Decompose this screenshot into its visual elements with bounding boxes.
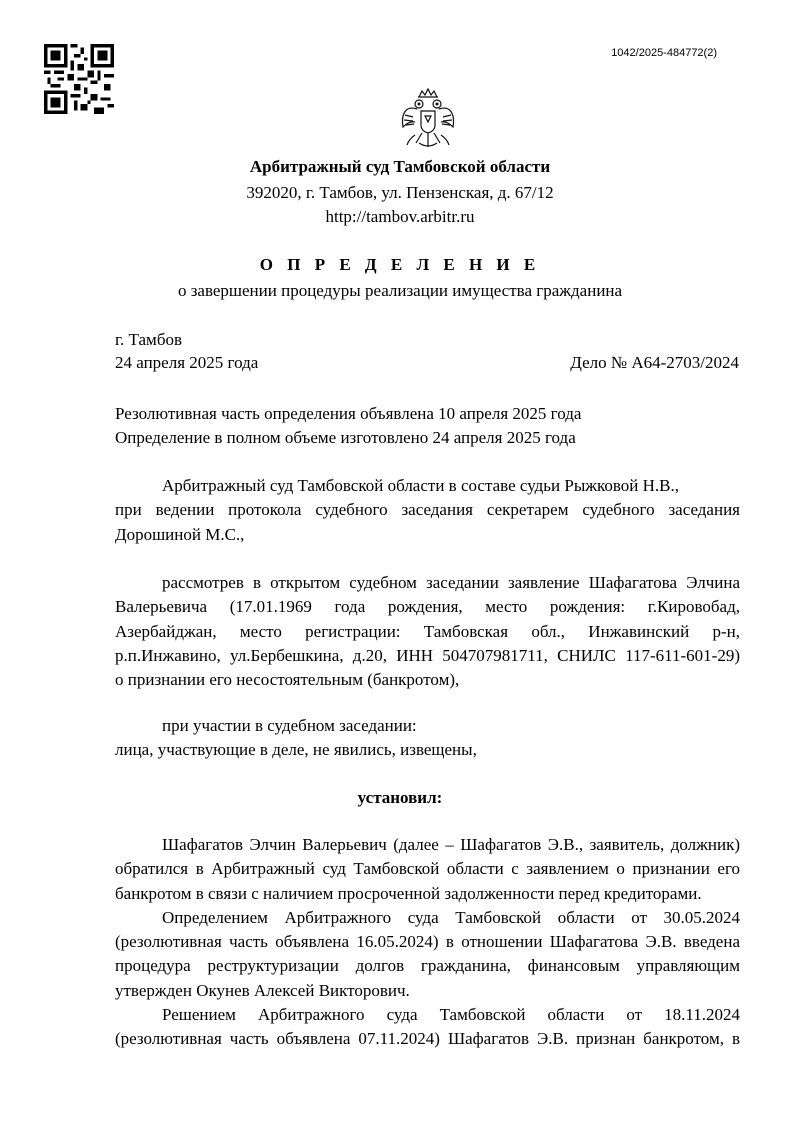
- participation-paragraph: [115, 714, 740, 763]
- body-line: Решением Арбитражного суда Тамбовской области от 18.11.2024: [162, 1005, 740, 1025]
- resolution-line: Резолютивная часть определения объявлена 10 апреля 2025 года: [115, 404, 582, 423]
- composition-line: при ведении протокола судебного заседания секретарем судебного заседания: [115, 500, 740, 520]
- established-heading: установил:: [357, 788, 443, 807]
- participation-line: при участии в судебном заседании:: [162, 716, 417, 735]
- established-body: [115, 833, 740, 1052]
- considered-paragraph: [115, 571, 740, 692]
- body-line: (резолютивная часть объявлена 07.11.2024) Шафагатов Э.В. признан банкротом, в: [115, 1029, 740, 1049]
- court-composition-paragraph: [115, 474, 740, 547]
- document-date: 24 апреля 2025 года: [115, 353, 259, 372]
- body-line: банкротом в связи с наличием просроченной задолженности перед кредиторами.: [115, 883, 702, 903]
- document-title: О П Р Е Д Е Л Е Н И Е: [259, 255, 541, 274]
- composition-line: Дорошиной М.С.,: [115, 524, 245, 544]
- considered-line: Азербайджан, место регистрации: Тамбовская обл., Инжавинский р-н,: [115, 621, 740, 641]
- body-line: Шафагатов Элчин Валерьевич (далее – Шафагатов Э.В., заявитель, должник): [162, 835, 740, 854]
- court-address: 392020, г. Тамбов, ул. Пензенская, д. 67/12: [246, 183, 554, 202]
- coat-of-arms-emblem: [397, 85, 459, 155]
- body-line: процедура реструктуризации долгов гражданина, финансовым управляющим: [115, 956, 740, 976]
- document-number: 1042/2025-484772(2): [611, 47, 717, 59]
- body-line: Определением Арбитражного суда Тамбовской области от 30.05.2024: [162, 907, 740, 927]
- resolution-line: Определение в полном объеме изготовлено 24 апреля 2025 года: [115, 428, 576, 448]
- participation-line: лица, участвующие в деле, не явились, извещены,: [115, 740, 477, 760]
- case-number: Дело № А64-2703/2024: [570, 353, 739, 372]
- considered-line: Валерьевича (17.01.1969 года рождения, место рождения: г.Кировобад,: [115, 597, 740, 617]
- city: г. Тамбов: [115, 330, 182, 349]
- body-line: (резолютивная часть объявлена 16.05.2024) в отношении Шафагатова Э.В. введена: [115, 932, 740, 952]
- document-subtitle: о завершении процедуры реализации имущества гражданина: [177, 281, 623, 300]
- considered-line: рассмотрев в открытом судебном заседании заявление Шафагатова Элчина: [162, 573, 740, 592]
- resolution-block: [115, 402, 740, 451]
- court-name: Арбитражный суд Тамбовской области: [249, 157, 551, 176]
- qr-code: [44, 44, 114, 114]
- body-line: обратился в Арбитражный суд Тамбовской области с заявлением о признании его: [115, 859, 740, 879]
- considered-line: о признании его несостоятельным (банкротом),: [115, 670, 460, 690]
- considered-line: р.п.Инжавино, ул.Бербешкина, д.20, ИНН 504707981711, СНИЛС 117-611-601-29): [115, 645, 740, 665]
- court-website-link[interactable]: http://tambov.arbitr.ru: [325, 207, 475, 226]
- body-line: утвержден Окунев Алексей Викторович.: [115, 980, 410, 1000]
- composition-line: Арбитражный суд Тамбовской области в составе судьи Рыжковой Н.В.,: [162, 476, 680, 495]
